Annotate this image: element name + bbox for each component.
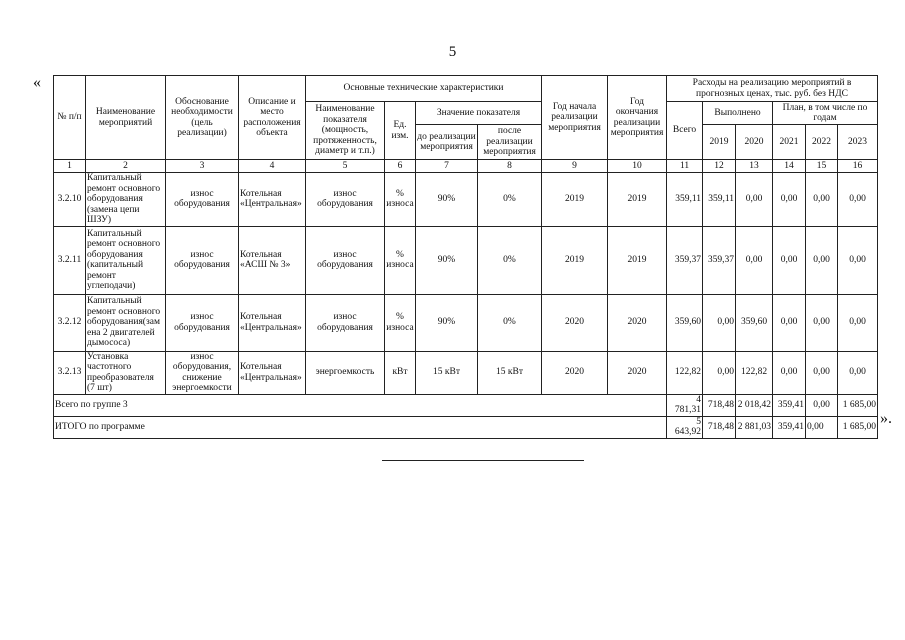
row-2020: 359,60	[736, 294, 773, 351]
measures-table	[53, 75, 878, 439]
row-after: 0%	[478, 226, 542, 294]
row-reason: износ оборудования, снижение энергоемкости	[166, 351, 239, 394]
row-2023: 0,00	[838, 226, 878, 294]
group-total-label: Всего по группе 3	[54, 394, 667, 416]
column-number: 16	[838, 160, 878, 173]
header-done: Выполнено	[703, 102, 773, 125]
row-desc: Котельная «Центральная»	[239, 351, 306, 394]
row-total: 359,37	[667, 226, 703, 294]
row-unit: % износа	[385, 226, 416, 294]
header-end: Год окончания реализации мероприятия	[608, 76, 667, 160]
column-number: 1	[54, 160, 86, 173]
opening-quote: «	[33, 74, 41, 91]
row-2021: 0,00	[773, 226, 806, 294]
row-name: Капитальный ремонт основного оборудования(замена 2 двигателей дымососа)	[86, 294, 166, 351]
column-number: 3	[166, 160, 239, 173]
row-end: 2020	[608, 351, 667, 394]
header-desc: Описание и место расположения объекта	[239, 76, 306, 160]
group-total-2021: 359,41	[773, 394, 806, 416]
column-number: 15	[806, 160, 838, 173]
row-2020: 0,00	[736, 173, 773, 227]
header-2020: 2020	[736, 125, 773, 160]
row-before: 90%	[416, 226, 478, 294]
row-before: 15 кВт	[416, 351, 478, 394]
header-start: Год начала реализации мероприятия	[542, 76, 608, 160]
column-number: 2	[86, 160, 166, 173]
closing-quote: ».	[880, 410, 892, 427]
row-2023: 0,00	[838, 173, 878, 227]
row-indicator: износ оборудования	[306, 294, 385, 351]
column-number: 10	[608, 160, 667, 173]
row-start: 2020	[542, 351, 608, 394]
row-2022: 0,00	[806, 173, 838, 227]
group-total-2019: 718,48	[703, 394, 736, 416]
row-2021: 0,00	[773, 294, 806, 351]
row-indicator: износ оборудования	[306, 173, 385, 227]
row-name: Капитальный ремонт основного оборудования (капитальный ремонт углеподачи)	[86, 226, 166, 294]
separator-line	[382, 460, 584, 461]
group-total-row	[54, 394, 878, 416]
page-number: 5	[448, 44, 457, 60]
row-2022: 0,00	[806, 294, 838, 351]
row-end: 2020	[608, 294, 667, 351]
header-indicator: Наименование показателя (мощность, протяженность, диаметр и т.п.)	[306, 102, 385, 160]
row-reason: износ оборудования	[166, 294, 239, 351]
program-total-label: ИТОГО по программе	[54, 416, 667, 438]
program-total-2020: 2 881,03	[736, 416, 773, 438]
column-number: 14	[773, 160, 806, 173]
row-num: 3.2.12	[54, 294, 86, 351]
column-number: 13	[736, 160, 773, 173]
header-reason: Обоснование необходимости (цель реализации)	[166, 76, 239, 160]
row-2019: 359,11	[703, 173, 736, 227]
row-end: 2019	[608, 173, 667, 227]
header-value: Значение показателя	[416, 102, 542, 125]
column-number: 7	[416, 160, 478, 173]
row-2019: 0,00	[703, 294, 736, 351]
row-num: 3.2.11	[54, 226, 86, 294]
table-row	[54, 294, 878, 351]
row-2023: 0,00	[838, 351, 878, 394]
table-row	[54, 173, 878, 227]
header-2023: 2023	[838, 125, 878, 160]
group-total-2023: 1 685,00	[838, 394, 878, 416]
row-desc: Котельная «АСШ № 3»	[239, 226, 306, 294]
row-start: 2019	[542, 226, 608, 294]
row-reason: износ оборудования	[166, 173, 239, 227]
program-total-sum: 5 643,92	[667, 416, 703, 438]
program-total-2019: 718,48	[703, 416, 736, 438]
row-2019: 0,00	[703, 351, 736, 394]
row-2023: 0,00	[838, 294, 878, 351]
program-total-2022: 0,00	[806, 416, 838, 438]
program-total-2021: 359,41	[773, 416, 806, 438]
row-unit: кВт	[385, 351, 416, 394]
row-2021: 0,00	[773, 173, 806, 227]
header-2019: 2019	[703, 125, 736, 160]
column-number: 5	[306, 160, 385, 173]
row-name: Капитальный ремонт основного оборудования (замена цепи ШЗУ)	[86, 173, 166, 227]
row-2022: 0,00	[806, 226, 838, 294]
row-2022: 0,00	[806, 351, 838, 394]
row-desc: Котельная «Центральная»	[239, 173, 306, 227]
group-total-2022: 0,00	[806, 394, 838, 416]
row-reason: износ оборудования	[166, 226, 239, 294]
header-value-before: до реализации мероприятия	[416, 125, 478, 160]
column-number: 4	[239, 160, 306, 173]
column-number: 12	[703, 160, 736, 173]
row-name: Установка частотного преобразователя (7 шт)	[86, 351, 166, 394]
header-unit: Ед. изм.	[385, 102, 416, 160]
row-after: 0%	[478, 173, 542, 227]
row-2020: 0,00	[736, 226, 773, 294]
program-total-row	[54, 416, 878, 438]
row-num: 3.2.10	[54, 173, 86, 227]
header-2021: 2021	[773, 125, 806, 160]
row-start: 2020	[542, 294, 608, 351]
column-number: 8	[478, 160, 542, 173]
column-number-row	[54, 160, 878, 173]
header-total: Всего	[667, 102, 703, 160]
row-total: 122,82	[667, 351, 703, 394]
row-before: 90%	[416, 294, 478, 351]
header-num: № п/п	[54, 76, 86, 160]
row-after: 0%	[478, 294, 542, 351]
row-start: 2019	[542, 173, 608, 227]
row-unit: % износа	[385, 173, 416, 227]
column-number: 9	[542, 160, 608, 173]
row-total: 359,11	[667, 173, 703, 227]
program-total-2023: 1 685,00	[838, 416, 878, 438]
row-before: 90%	[416, 173, 478, 227]
row-end: 2019	[608, 226, 667, 294]
row-unit: % износа	[385, 294, 416, 351]
column-number: 11	[667, 160, 703, 173]
header-plan: План, в том числе по годам	[773, 102, 878, 125]
group-total-2020: 2 018,42	[736, 394, 773, 416]
header-2022: 2022	[806, 125, 838, 160]
table-row	[54, 226, 878, 294]
row-indicator: энергоемкость	[306, 351, 385, 394]
row-after: 15 кВт	[478, 351, 542, 394]
header-value-after: после реализации мероприятия	[478, 125, 542, 160]
row-2020: 122,82	[736, 351, 773, 394]
header-costs: Расходы на реализацию мероприятий в прогнозных ценах, тыс. руб. без НДС	[667, 76, 878, 102]
header-tech: Основные технические характеристики	[306, 76, 542, 102]
row-2021: 0,00	[773, 351, 806, 394]
row-indicator: износ оборудования	[306, 226, 385, 294]
table-row	[54, 351, 878, 394]
row-2019: 359,37	[703, 226, 736, 294]
row-desc: Котельная «Центральная»	[239, 294, 306, 351]
column-number: 6	[385, 160, 416, 173]
row-num: 3.2.13	[54, 351, 86, 394]
row-total: 359,60	[667, 294, 703, 351]
group-total-sum: 4 781,31	[667, 394, 703, 416]
header-name: Наименование мероприятий	[86, 76, 166, 160]
